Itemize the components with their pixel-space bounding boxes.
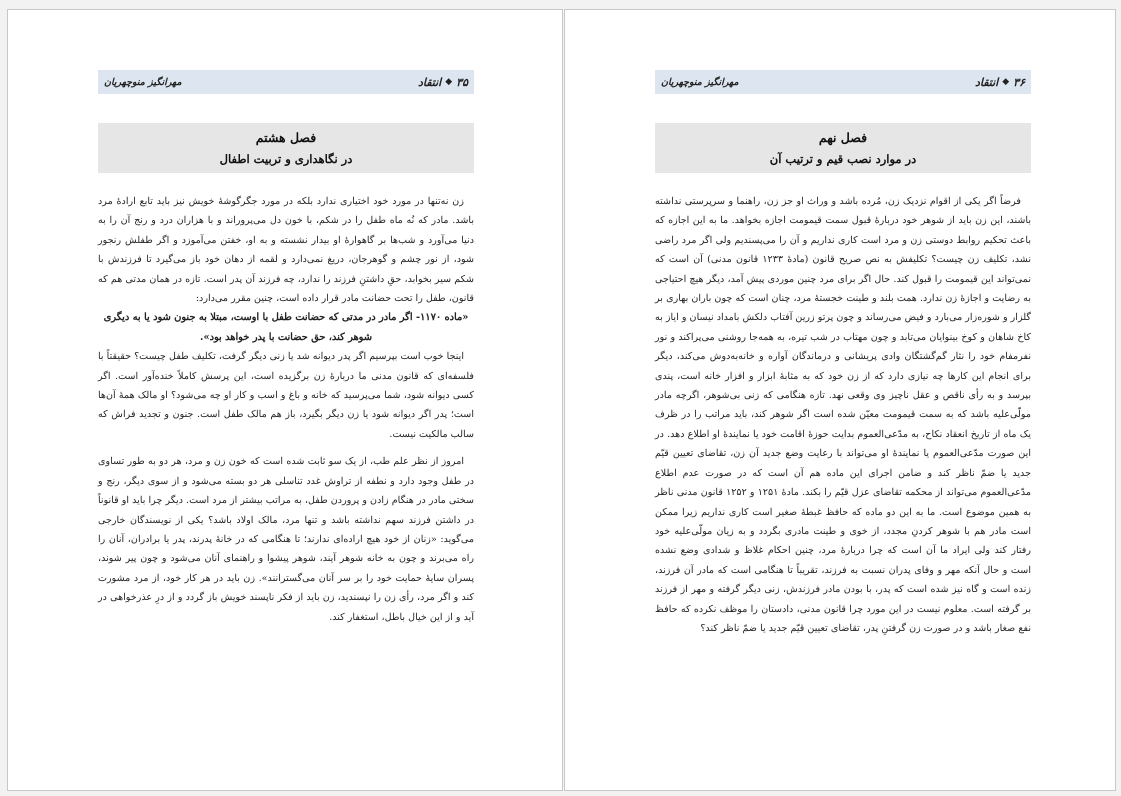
page-header (98, 70, 474, 94)
chapter-heading (655, 123, 1031, 173)
diamond-icon: ◆ (445, 77, 453, 87)
chapter-subtitle: در نگاهداری و تربیت اطفال (219, 152, 353, 166)
author-name: مهرانگیز منوچهریان (661, 76, 739, 88)
paragraph: فرضاً اگر یکی از اقوام نزدیک زن، مُرده باشد و وراث او جز زن، راهنما و سرپرستی نداشته باشند، این زن باید از شوهر خود دربارهٔ قبول سمت قیمومت اجازه بخواهد. ما به این اجازه که باعث تحکیم روابط دوستی زن و مرد است کاری نداریم و آن را می‌پسندیم ولی اگر مرد راضی نشد، تکلیف زن چیست؟ تکلیفش به نص صریح قانون (مادهٔ ۱۲۳۳ قانون مدنی) آن است که نمی‌تواند این قیمومت را قبول کند. حال اگر برای مرد چنین موردی پیش آمد، دیگر هیچ احتیاجی به رضایت و اجازهٔ زن ندارد. همت بلند و طینت خجستهٔ مرد، چنان است که چون باران بهاری بر گلزار و شوره‌زار می‌بارد و فیض می‌رساند و چون پرتو زرین آفتاب دلکش بامداد نیسان و ایاز به کاخ شاهان و کوخ بینوایان می‌تابد و چون مهتاب در شب تیره، به همه‌جا روشنی می‌پراکند و نور نفرمفام خود را نثار گم‌گشتگان وادی پریشانی و درماندگان آواره و خانه‌به‌دوش می‌کند، دیگر برای انجام این کارها چه نیازی دارد که از زن خود که به مثابهٔ ابزار و افزار خانه است، پندی بپرسد و به رأی ناقص و عقل ناچیز وی وقعی نهد. تازه هنگامی که زنی بی‌شوهر، اگرچه مادر مولّی‌علیه باشد که به سمت قیمومت معیّن شده است اگر شوهر کند، باید مراتب را در ظرف یک ماه از تاریخ انعقاد نکاح، به مدّعی‌العموم بدایت حوزهٔ اقامت خود یا نمایندهٔ او اطلاع دهد. در این صورت مدّعی‌العموم یا نمایندهٔ او می‌تواند با رعایت وضع جدید آن زن، تقاضای تعیین قیّم جدید یا ضمّ ناظر کند و ضامن اجرای این ماده هم آن است که در صورت عدم اطلاع مدّعی‌العموم می‌تواند از محکمه تقاضای عزل قیّم را بکند. مادهٔ ۱۲۵۱ و ۱۲۵۲ قانون مدنی ناظر به همین موضوع است. ما به این دو ماده که حافظ غبطهٔ صغیر است کاری نداریم زیرا ممکن است مادر هم با شوهر کردنِ مجدد، از خوی و طینت مادری بگردد و به زیان مولّی‌علیه خود رفتار کند ولی ایراد ما آن است که چرا دربارهٔ مرد، چنین احکام غلاظ و شدادی وضع نشده است و حال آنکه مهر و وفای پدران نسبت به فرزند، تقریباً تا هنگامی است که مادر آن فرزند، زنده است و گاه نیز شده است که پدر، با بودن مادر فرزندش، زنی دیگر گرفته و مهر از فرزند بر گرفته است. معلوم نیست در این مورد چرا قانون مدنی، دادستان را موظف نکرده که حافظ نفع صغار باشد و در صورت زن گرفتنِ پدر، تقاضای تعیین قیّم جدید یا ضمّ ناظر کند؟ (655, 196, 1032, 634)
paragraph: امروز از نظر علم طب، از یک سو ثابت شده است که خون زن و مرد، هر دو به طور تساوی در طفل وجود دارد و نطفه از تراوش غدد تناسلی هر دو بسته می‌شود و از سوی دیگر، رنج و سختی مادر در هنگام زادن و پروردن طفل، به مراتب بیشتر از مرد است. دیگر چرا باید او قانوناً در داشتن فرزند سهم نداشته باشد و تنها مرد، مالک اولاد باشد؟ یکی از نویسندگان خارجی می‌گوید: «زنان از خود هیچ اراده‌ای ندارند؛ تا هنگامی که در خانهٔ پدرند، پدر یا برادران، آنان را راه می‌برند و چون به خانه شوهر آیند، شوهر پیشوا و راهنمای آنان می‌شود و چون پیر شوند، پسران سایهٔ حمایت خود را بر سر آنان می‌گسترانند». زن باید در هر کار خود، از مرد مشورت کند و اگر مرد، رأی زن را نپسندید، زن باید از فکر ناپسند خویش باز گردد و از درِ عذرخواهی در آید و از این خیال باطل، استغفار کند. (98, 456, 474, 623)
page-number: ۳۶ (1013, 75, 1025, 89)
page-body (98, 192, 474, 627)
running-head (418, 76, 468, 89)
section-name: انتقاد (974, 75, 999, 89)
law-quote: «ماده ۱۱۷۰- اگر مادر در مدتی که حضانت طفل با اوست، مبتلا به جنون شود یا به دیگری شوهر کند، حق حضانت با پدر خواهد بود». (103, 312, 469, 343)
section-name: انتقاد (417, 75, 442, 89)
running-head (975, 76, 1025, 89)
chapter-title: فصل نهم (818, 130, 868, 145)
page-36 (564, 9, 1116, 791)
paragraph: زن نه‌تنها در مورد خود اختیاری ندارد بلکه در مورد جگرگوشهٔ خویش نیز باید تابع ارادهٔ مرد باشد. مادر که نُه ماه طفل را در شکم، با خون دل می‌پروراند و با هزاران درد و رنج آن را به دنیا می‌آورد و شب‌ها بر گاهوارهٔ او بیدار نشسته و به او، خفتن می‌آموزد و اگر طفلش رنجور شود، از نور چشم و گوهرجان، دریغ نمی‌دارد و لقمه از دهان خود باز می‌گیرد تا فرزندش با شکم سیر بخوابد، حقِ داشتنِ فرزند را ندارد، چه فرزند آن پدر است. تازه در همان مدتی هم که قانون، طفل را تحت حضانت مادر قرار داده است، چنین مقرر می‌دارد: (98, 196, 474, 305)
page-number: ۳۵ (456, 75, 468, 89)
page-header (655, 70, 1031, 94)
diamond-icon: ◆ (1002, 77, 1010, 87)
page-body (655, 192, 1031, 638)
chapter-subtitle: در موارد نصب قیم و ترتیب آن (769, 152, 917, 166)
author-name: مهرانگیز منوچهریان (104, 76, 182, 88)
chapter-heading (98, 123, 474, 173)
paragraph: اینجا خوب است بپرسیم اگر پدر دیوانه شد یا زنی دیگر گرفت، تکلیف طفل چیست؟ حقیقتاً با فلسفه‌ای که قانون مدنی ما دربارهٔ زن برگزیده است، این پرسش کاملاً خنده‌آور است. اگر کسی دیوانه شود، شما می‌پرسید که خانه و باغ و اسب و کار او چه می‌شود؟ او مالک همهٔ آن‌ها است؛ پدر اگر دیوانه شود یا زن دیگر بگیرد، باز هم مالک طفل است. جنون و تجدید فراش که سالب مالکیت نیست. (98, 351, 474, 440)
page-35 (7, 9, 563, 791)
chapter-title: فصل هشتم (255, 130, 317, 145)
